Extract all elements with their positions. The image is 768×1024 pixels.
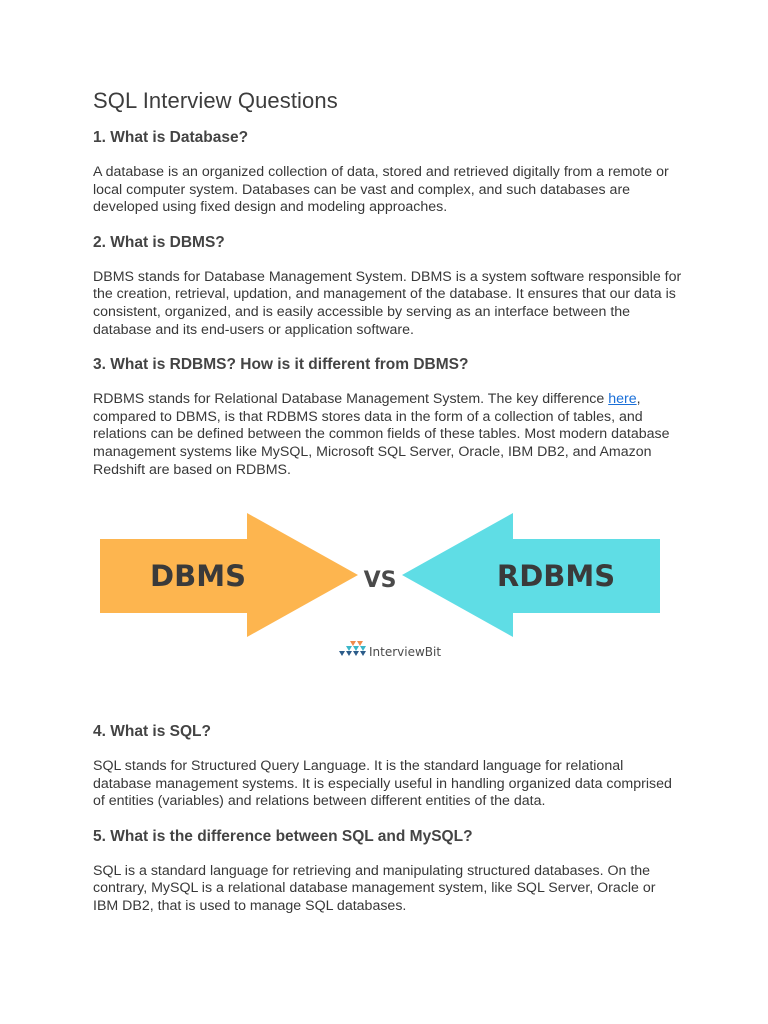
section-2-heading: 2. What is DBMS? <box>93 233 225 251</box>
section-2-body: DBMS stands for Database Management System. DBMS is a system software responsible for the creation, retrieval, updation, and management of the database. It ensures that our data is consistent, organized, and is easily accessible by serving as an interface between the database and its end-users or application software. <box>93 268 682 338</box>
section-3-body <box>93 391 683 479</box>
vs-label: VS <box>363 568 397 593</box>
dbms-vs-rdbms-figure <box>0 506 768 666</box>
section-4-heading: 4. What is SQL? <box>93 723 211 740</box>
section-1-body: A database is an organized collection of data, stored and retrieved digitally from a remote or local computer system. Databases can be vast and complex, and such databases are developed using fixed design and modeling approaches. <box>93 164 669 216</box>
interviewbit-logo-icon <box>339 641 366 656</box>
section-3-body-start: RDBMS stands for Relational Database Management System. The key difference <box>93 391 609 408</box>
page-title: SQL Interview Questions <box>93 88 338 113</box>
rdbms-label: RDBMS <box>496 559 616 593</box>
interviewbit-brand: InterviewBit <box>369 645 442 659</box>
dbms-label: DBMS <box>150 559 246 593</box>
section-1-heading: 1. What is Database? <box>93 129 249 146</box>
comparison-graphic <box>0 506 768 666</box>
document-page-lower <box>93 722 683 916</box>
section-5-heading: 5. What is the difference between SQL and MySQL? <box>93 827 473 845</box>
section-5-body: SQL is a standard language for retrieving and manipulating structured databases. On the contrary, MySQL is a relational database management system, like SQL Server, Oracle or IBM DB2, that is used to manage SQL databases. <box>93 862 656 914</box>
section-3-heading: 3. What is RDBMS? How is it different from DBMS? <box>93 356 469 374</box>
document-page <box>93 86 683 479</box>
section-3-body-end: , compared to DBMS, is that RDBMS stores data in the form of a collection of tables, and relations can be defined between the common fields of these tables. Most modern database management systems like MySQL, Microsoft SQL Server, Oracle, IBM DB2, and Amazon Redshift are based on RDBMS. <box>93 391 670 478</box>
here-link[interactable]: here <box>608 391 637 408</box>
section-4-body: SQL stands for Structured Query Language. It is the standard language for relational database management systems. It is especially useful in handling organized data comprised of entities (variables) and relations between different entities of the data. <box>93 758 672 810</box>
